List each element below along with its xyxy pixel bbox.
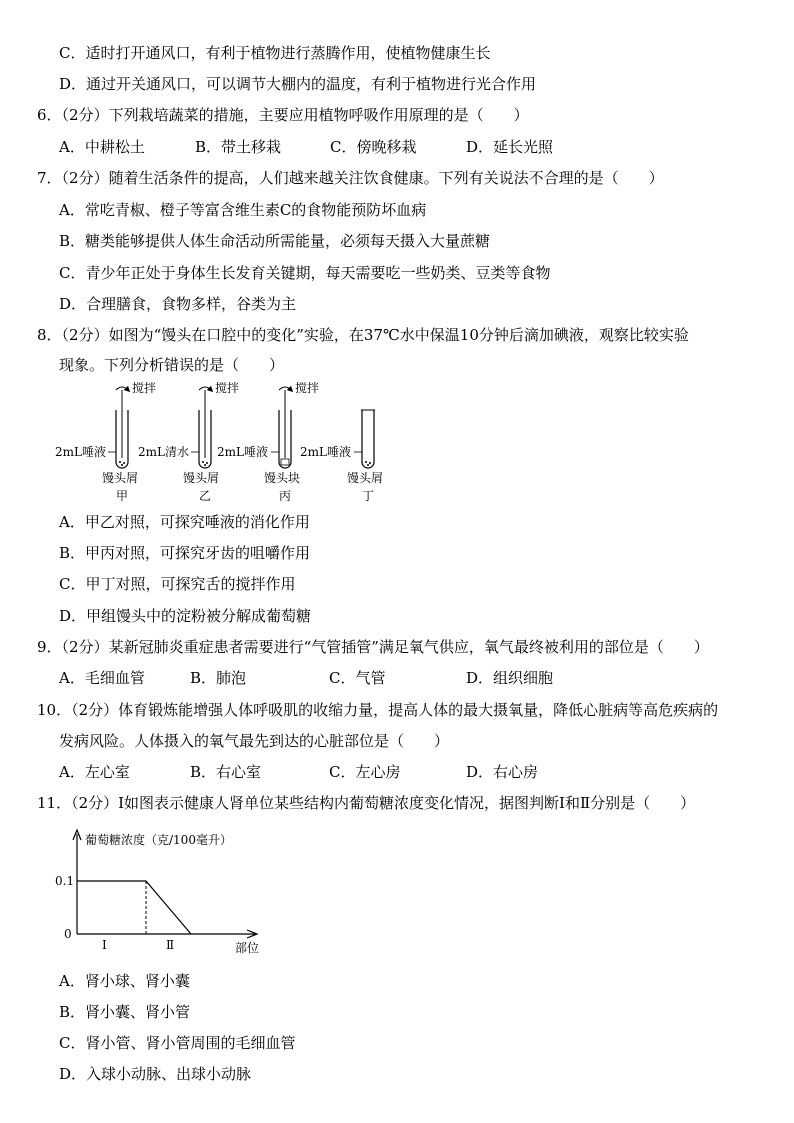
chart-xlabel: 部位 [235, 941, 260, 955]
q5-option-c: C．适时打开通风口，有利于植物进行蒸腾作用，使植物健康生长 [59, 44, 491, 62]
chart-ylabel: 葡萄糖浓度（克/100毫升） [85, 833, 232, 847]
tube-yi-name: 乙 [199, 489, 212, 503]
q6-option-a: A．中耕松土 [59, 138, 145, 156]
tube-yi-content: 馒头屑 [183, 471, 220, 485]
tube-yi-liquid: 2mL清水 [138, 445, 189, 459]
q8-option-b: B．甲丙对照，可探究牙齿的咀嚼作用 [59, 544, 311, 562]
tube-ding [300, 410, 383, 503]
q11-stem: 11．（2分）Ⅰ如图表示健康人肾单位某些结构内葡萄糖浓度变化情况，据图判断Ⅰ和Ⅱ分别是（ ） [37, 794, 696, 812]
q6-stem: 6．（2分）下列栽培蔬菜的措施，主要应用植物呼吸作用原理的是（ ） [37, 106, 529, 124]
glucose-chart [50, 826, 290, 958]
q7-option-c: C．青少年正处于身体生长发育关键期，每天需要吃一些奶类、豆类等食物 [59, 264, 551, 282]
tube-jia-liquid: 2mL唾液 [55, 445, 106, 459]
q9-option-c: C．气管 [329, 669, 386, 687]
q11-option-a: A．肾小球、肾小囊 [59, 972, 190, 990]
q7-option-a: A．常吃青椒、橙子等富含维生素C的食物能预防坏血病 [59, 201, 427, 219]
tube-bing-liquid: 2mL唾液 [217, 445, 268, 459]
q9-option-b: B．肺泡 [190, 669, 247, 687]
tube-jia-content: 馒头屑 [102, 471, 139, 485]
tube-ding-liquid: 2mL唾液 [300, 445, 351, 459]
q11-option-c: C．肾小管、肾小管周围的毛细血管 [59, 1034, 296, 1052]
segment-1-label: Ⅰ [102, 938, 107, 952]
tube-bing-name: 丙 [279, 489, 292, 503]
q9-option-d: D．组织细胞 [466, 669, 554, 687]
q6-option-d: D．延长光照 [466, 138, 554, 156]
stir-label-yi: 搅拌 [215, 381, 240, 395]
q9-option-a: A．毛细血管 [59, 669, 145, 687]
q8-stem-line1: 8．（2分）如图为“馒头在口腔中的变化”实验，在37℃水中保温10分钟后滴加碘液，观察比较实验 [37, 326, 689, 344]
q7-option-d: D．合理膳食，食物多样，谷类为主 [59, 295, 297, 313]
tube-ding-content: 馒头屑 [347, 471, 384, 485]
q8-option-c: C．甲丁对照，可探究舌的搅拌作用 [59, 575, 296, 593]
q5-option-d: D．通过开关通风口，可以调节大棚内的温度，有利于植物进行光合作用 [59, 75, 537, 93]
segment-2-label: Ⅱ [166, 938, 175, 952]
stir-label-bing: 搅拌 [295, 381, 320, 395]
q8-option-a: A．甲乙对照，可探究唾液的消化作用 [59, 513, 310, 531]
test-tube-figure [50, 378, 410, 508]
q10-stem-line2: 发病风险。人体摄入的氧气最先到达的心脏部位是（ ） [59, 732, 450, 750]
q11-option-d: D．入球小动脉、出球小动脉 [59, 1065, 252, 1083]
tube-bing-content: 馒头块 [264, 471, 301, 485]
q8-option-d: D．甲组馒头中的淀粉被分解成葡萄糖 [59, 607, 312, 625]
tube-jia-name: 甲 [116, 489, 129, 503]
q7-stem: 7．（2分）随着生活条件的提高，人们越来越关注饮食健康。下列有关说法不合理的是（ ） [37, 169, 664, 187]
q10-option-a: A．左心室 [59, 763, 130, 781]
q11-option-b: B．肾小囊、肾小管 [59, 1003, 191, 1021]
tube-yi [138, 380, 239, 503]
tube-ding-name: 丁 [362, 489, 375, 503]
q10-option-b: B．右心室 [190, 763, 262, 781]
series-line [77, 881, 191, 934]
q10-option-d: D．右心房 [466, 763, 539, 781]
q8-stem-line2: 现象。下列分析错误的是（ ） [59, 356, 285, 374]
tube-jia [55, 380, 156, 503]
y-tick-label: 0.1 [55, 874, 75, 888]
q10-option-c: C．左心房 [329, 763, 401, 781]
q10-stem-line1: 10．（2分）体育锻炼能增强人体呼吸肌的收缩力量，提高人体的最大摄氧量，降低心脏病等高危疾病的 [37, 701, 719, 719]
q9-stem: 9．（2分）某新冠肺炎重症患者需要进行“气管插管”满足氧气供应，氧气最终被利用的部位是（ ） [37, 638, 709, 656]
q6-option-b: B．带土移栽 [195, 138, 282, 156]
q6-option-c: C．傍晚移栽 [330, 138, 417, 156]
stir-label-jia: 搅拌 [132, 381, 157, 395]
q7-option-b: B．糖类能够提供人体生命活动所需能量，必须每天摄入大量蔗糖 [59, 232, 491, 250]
origin-label: 0 [64, 927, 72, 941]
tube-bing [217, 380, 319, 503]
